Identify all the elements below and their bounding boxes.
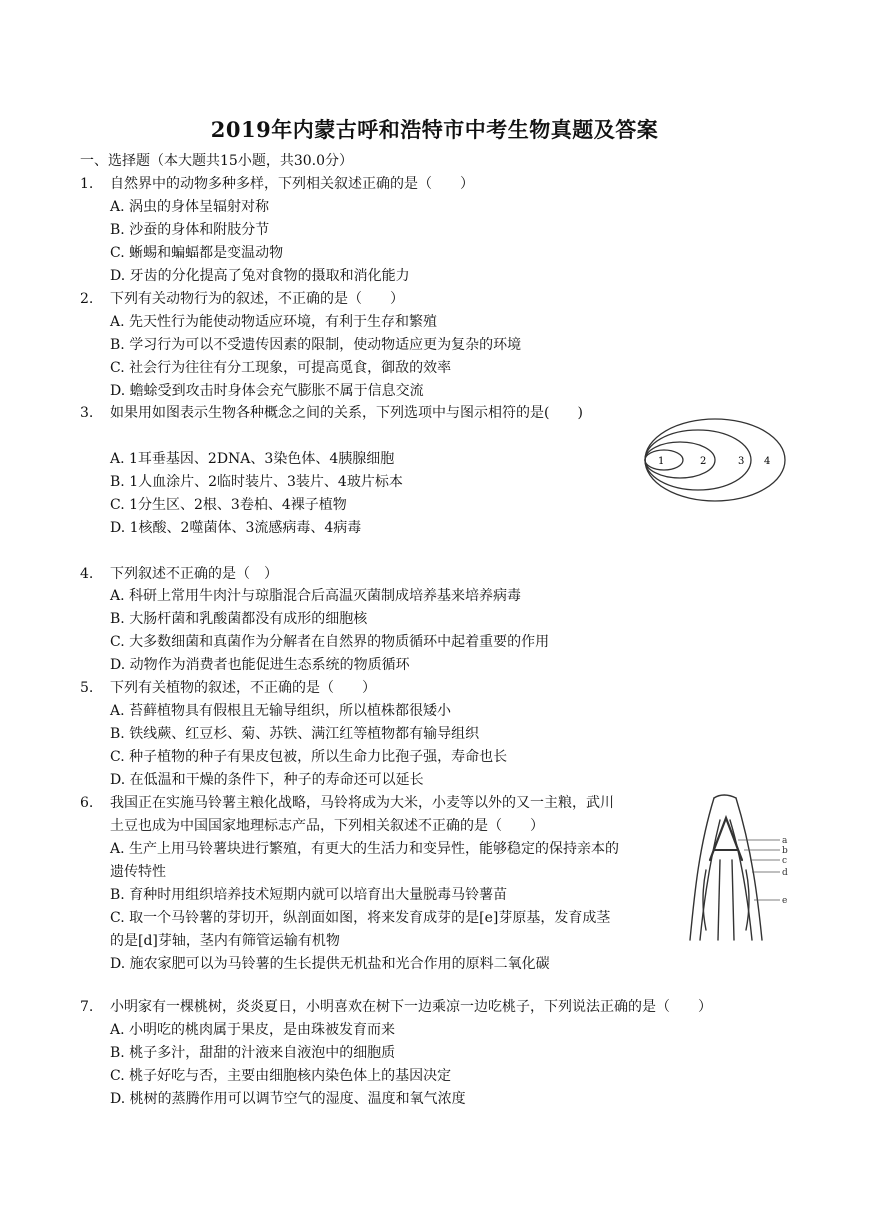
question-text: 下列叙述不正确的是（ ） (110, 566, 278, 582)
option-a: A. 1耳垂基因、2DNA、3染色体、4胰腺细胞 (110, 451, 395, 467)
option-b: B. 桃子多汁，甜甜的汁液来自液泡中的细胞质 (110, 1045, 396, 1061)
label-e: e (782, 896, 788, 906)
bud-axis-right (732, 860, 734, 940)
question-number: 1. (80, 176, 94, 192)
question-number: 5. (80, 680, 94, 696)
option-d: D. 牙齿的分化提高了兔对食物的摄取和消化能力 (110, 268, 410, 284)
question-number: 7. (80, 999, 94, 1015)
option-c: C. 大多数细菌和真菌作为分解者在自然界的物质循环中起着重要的作用 (110, 634, 550, 650)
option-a: A. 苔藓植物具有假根且无输导组织，所以植株都很矮小 (110, 703, 452, 719)
page-title: 2019年内蒙古呼和浩特市中考生物真题及答案 (210, 117, 659, 142)
option-c: C. 蜥蜴和蝙蝠都是变温动物 (110, 245, 284, 261)
section-heading: 一、选择题（本大题共15小题，共30.0分） (80, 153, 353, 169)
question-text-line: 土豆也成为中国国家地理标志产品，下列相关叙述不正确的是（ ） (110, 818, 544, 834)
option-b: B. 大肠杆菌和乳酸菌都没有成形的细胞核 (110, 611, 368, 627)
option-a: A. 先天性行为能使动物适应环境，有利于生存和繁殖 (110, 314, 438, 330)
option-d: D. 在低温和干燥的条件下，种子的寿命还可以延长 (110, 772, 424, 788)
question-number: 2. (80, 291, 94, 307)
question-text: 小明家有一棵桃树，炎炎夏日，小明喜欢在树下一边乘凉一边吃桃子，下列说法正确的是（ ） (110, 999, 712, 1015)
option-d: D. 桃树的蒸腾作用可以调节空气的湿度、温度和氧气浓度 (110, 1091, 466, 1107)
option-b: B. 铁线蕨、红豆杉、菊、苏铁、满江红等植物都有输导组织 (110, 726, 480, 742)
option-b: B. 1人血涂片、2临时装片、3装片、4玻片标本 (110, 474, 403, 490)
option-c: C. 种子植物的种子有果皮包被，所以生命力比孢子强，寿命也长 (110, 749, 508, 765)
option-a: A. 涡虫的身体呈辐射对称 (110, 199, 270, 215)
label-4: 4 (764, 456, 771, 467)
option-a: A. 生产上用马铃薯块进行繁殖，有更大的生活力和变异性，能够稳定的保持亲本的 (110, 841, 620, 857)
question-text: 下列有关动物行为的叙述，不正确的是（ ） (110, 291, 404, 307)
option-a-cont: 遗传特性 (110, 864, 166, 880)
option-d: D. 动物作为消费者也能促进生态系统的物质循环 (110, 657, 410, 673)
label-3: 3 (738, 456, 745, 467)
question-number: 3. (80, 405, 94, 421)
label-a: a (782, 836, 788, 846)
bud-axis-left (718, 860, 720, 940)
option-b: B. 育种时用组织培养技术短期内就可以培育出大量脱毒马铃薯苗 (110, 887, 508, 903)
label-b: b (782, 846, 788, 856)
nested-ellipses-figure (640, 414, 790, 506)
question-number: 4. (80, 566, 94, 582)
option-a: A. 科研上常用牛肉汁与琼脂混合后高温灭菌制成培养基来培养病毒 (110, 588, 522, 604)
option-c: C. 社会行为往往有分工现象，可提高觅食，御敌的效率 (110, 360, 452, 376)
option-c: C. 1分生区、2根、3卷柏、4裸子植物 (110, 497, 347, 513)
question-text-line: 我国正在实施马铃薯主粮化战略，马铃将成为大米，小麦等以外的又一主粮，武川 (110, 795, 614, 811)
option-b: B. 学习行为可以不受遗传因素的限制，使动物适应更为复杂的环境 (110, 337, 522, 353)
inner-left-leaf (700, 820, 720, 940)
option-d: D. 1核酸、2噬菌体、3流感病毒、4病毒 (110, 520, 362, 536)
label-c: c (782, 856, 788, 866)
question-text: 自然界中的动物多种多样，下列相关叙述正确的是（ ） (110, 176, 474, 192)
option-c-cont: 的是[d]芽轴，茎内有筛管运输有机物 (110, 933, 340, 949)
bud-section-figure (680, 790, 792, 946)
question-text: 下列有关植物的叙述，不正确的是（ ） (110, 680, 376, 696)
option-d: D. 施农家肥可以为马铃薯的生长提供无机盐和光合作用的原料二氧化碳 (110, 956, 550, 972)
question-text: 如果用如图表示生物各种概念之间的关系，下列选项中与图示相符的是( ) (110, 405, 583, 421)
growth-cone (710, 818, 742, 860)
label-1: 1 (658, 456, 665, 467)
option-d: D. 蟾蜍受到攻击时身体会充气膨胀不属于信息交流 (110, 383, 424, 399)
option-a: A. 小明吃的桃肉属于果皮，是由珠被发育而来 (110, 1022, 396, 1038)
label-d: d (782, 868, 788, 878)
label-2: 2 (700, 456, 707, 467)
option-b: B. 沙蚕的身体和附肢分节 (110, 222, 270, 238)
question-number: 6. (80, 795, 94, 811)
leaf-tip (714, 795, 736, 798)
option-c: C. 桃子好吃与否，主要由细胞核内染色体上的基因决定 (110, 1068, 452, 1084)
option-c: C. 取一个马铃薯的芽切开，纵剖面如图，将来发育成芽的是[e]芽原基，发育成茎 (110, 910, 611, 926)
